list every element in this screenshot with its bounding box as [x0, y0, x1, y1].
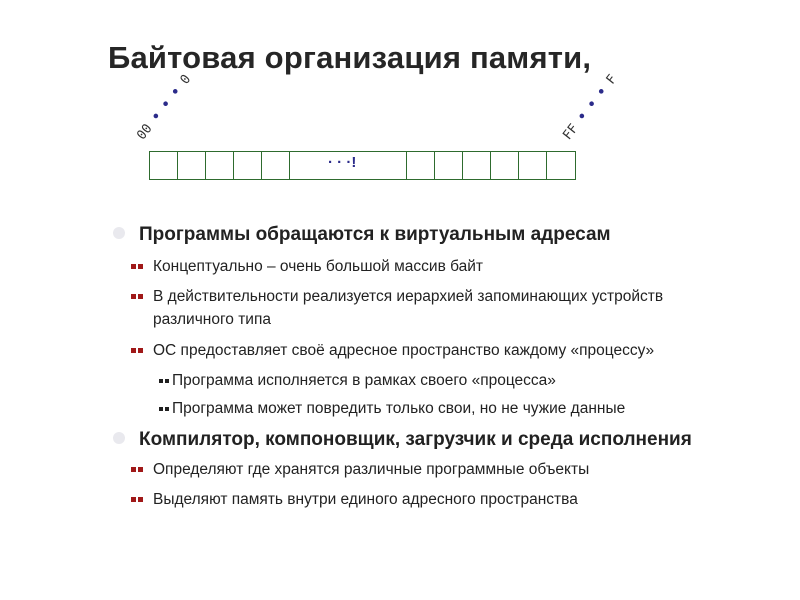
memory-gap-cell: [290, 152, 407, 179]
list-item-continuation: [153, 311, 271, 329]
memory-cell: [519, 152, 547, 179]
list-item-text: Концептуально – очень большой массив байт: [153, 258, 484, 275]
list-item-text: В действительности реализуется иерархией запоминающих устройств: [153, 288, 664, 305]
memory-cell: [547, 152, 575, 179]
sub-list-item: [172, 400, 625, 418]
slide-title: Байтовая организация памяти,: [108, 40, 592, 75]
bullet-icon: [131, 467, 143, 472]
end-address-suffix: F: [603, 72, 621, 88]
memory-cell: [150, 152, 178, 179]
section-heading-text: Программы обращаются к виртуальным адресам: [139, 224, 611, 245]
memory-cell: [262, 152, 290, 179]
memory-cells: [149, 151, 576, 180]
list-item-text: Определяют где хранятся различные программные объекты: [153, 461, 590, 478]
bullet-icon: [131, 348, 143, 353]
sub-list-item: [172, 372, 556, 390]
end-address-dots: • • •: [574, 84, 611, 125]
list-item: [153, 461, 589, 479]
start-address-label: [134, 72, 194, 143]
memory-cell: [234, 152, 262, 179]
start-address-suffix: 0: [177, 72, 195, 88]
memory-diagram: [0, 0, 800, 200]
memory-cell: [463, 152, 491, 179]
bullet-icon: [131, 497, 143, 502]
memory-cell: [206, 152, 234, 179]
start-address-text: 00: [134, 121, 156, 143]
sub-bullet-icon: [159, 407, 169, 411]
memory-cell: [435, 152, 463, 179]
sub-list-item-text: Программа может повредить только свои, но не чужие данные: [172, 400, 626, 417]
list-item-text: Выделяют память внутри единого адресного пространства: [153, 491, 578, 508]
list-item: [153, 342, 654, 360]
heading-bullet-icon: [113, 227, 125, 239]
end-address-text: FF: [560, 121, 582, 143]
memory-cell: [178, 152, 206, 179]
section-heading-toolchain: [139, 429, 692, 451]
sub-list-item-text: Программа исполняется в рамках своего «процесса»: [172, 372, 556, 389]
end-address-label: [560, 72, 620, 143]
section-heading-text: Компилятор, компоновщик, загрузчик и среда исполнения: [139, 429, 692, 450]
memory-cell: [491, 152, 519, 179]
start-address-dots: • • •: [148, 84, 185, 125]
section-heading-virtual-addresses: [139, 224, 611, 246]
sub-bullet-icon: [159, 379, 169, 383]
heading-bullet-icon: [113, 432, 125, 444]
list-item: [153, 258, 483, 276]
memory-cell: [407, 152, 435, 179]
list-item: [153, 288, 663, 306]
list-item-text: ОС предоставляет своё адресное пространство каждому «процессу»: [153, 342, 655, 359]
memory-gap-text: · · ·!: [328, 154, 357, 171]
list-item-text: различного типа: [153, 311, 271, 328]
bullet-icon: [131, 264, 143, 269]
list-item: [153, 491, 578, 509]
bullet-icon: [131, 294, 143, 299]
